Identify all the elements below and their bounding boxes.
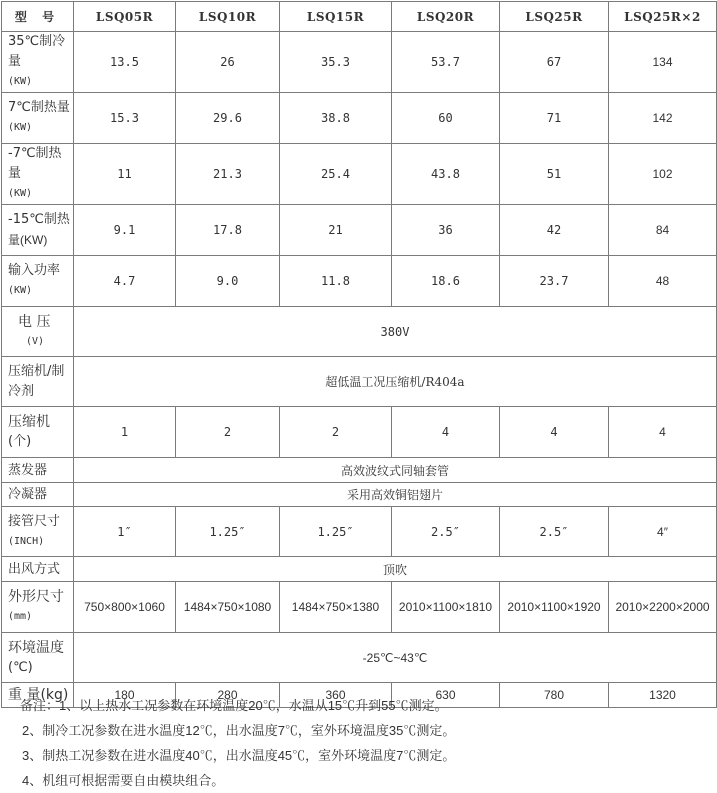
value-cell: 84 [609,205,717,256]
row-label [2,256,74,307]
value-cell: 2 [280,407,392,458]
row-label-unit: (KW) [8,285,33,296]
value-cell: 21 [280,205,392,256]
row-label-unit: (INCH) [8,535,45,547]
table-row [2,144,717,205]
value-cell: 1″ [74,507,176,557]
row-label-line1: -7℃制热量 [8,146,62,181]
note-line: 2、制冷工况参数在进水温度12℃，出水温度7℃，室外环境温度35℃测定。 [22,723,456,738]
value-cell: 15.3 [74,93,176,144]
row-label [2,93,74,144]
value-cell: 71 [500,93,609,144]
value-cell: 53.7 [392,32,500,93]
header-cell: LSQ20R [392,2,500,32]
row-label-unit: (KW) [8,76,33,87]
table-row [2,205,717,256]
value-cell: 134 [609,32,717,93]
value-cell: 4″ [609,507,717,557]
value-cell: 4 [609,407,717,458]
row-label [2,357,74,407]
value-cell: 9.0 [176,256,280,307]
row-label [2,205,74,256]
header-cell: LSQ10R [176,2,280,32]
row-label [2,144,74,205]
row-label-unit: (KW) [8,188,33,199]
row-label-line1: 7℃制热量 [8,100,70,115]
table-row [2,507,717,557]
notes-section [20,693,710,793]
value-cell: 2.5″ [392,507,500,557]
row-label-line1: 出风方式 [8,561,61,577]
row-label-line1: 电 压 [18,313,51,330]
value-cell: 42 [500,205,609,256]
value-cell: 38.8 [280,93,392,144]
header-cell: LSQ05R [74,2,176,32]
value-cell: 51 [500,144,609,205]
spanned-value-cell: -25℃~43℃ [74,633,717,683]
spanned-value-cell: 超低温工况压缩机/R404a [74,357,717,407]
spanned-value-cell: 高效波纹式同轴套管 [74,458,717,483]
row-label-line2: 冷剂 [8,383,35,399]
row-label-line1: 重 量(kg) [8,687,69,703]
value-cell: 4.7 [74,256,176,307]
value-cell: 11 [74,144,176,205]
header-cell: LSQ25R [500,2,609,32]
header-cell: LSQ25R×2 [609,2,717,32]
value-cell: 2010×2200×2000 [609,582,717,633]
value-cell: 2.5″ [500,507,609,557]
row-label-line1: 接管尺寸 [8,513,61,529]
value-cell: 13.5 [74,32,176,93]
row-label-line1: 外形尺寸 [8,589,64,605]
value-cell: 180 [74,683,176,708]
spanned-value-cell: 采用高效铜铝翅片 [74,483,717,507]
note-line: 备注：1、以上热水工况参数在环境温度20℃，水温从15℃升到55℃测定。 [20,698,448,713]
value-cell: 4 [500,407,609,458]
value-cell: 1484×750×1080 [176,582,280,633]
value-cell: 1 [74,407,176,458]
row-label [2,458,74,483]
value-cell: 18.6 [392,256,500,307]
value-cell: 1.25″ [176,507,280,557]
value-cell: 17.8 [176,205,280,256]
row-label [2,32,74,93]
value-cell: 630 [392,683,500,708]
spanned-value-cell: 380V [74,307,717,357]
row-label [2,407,74,458]
row-label-line1: 压缩机/制 [8,363,65,379]
value-cell: 23.7 [500,256,609,307]
row-label-line1: 冷凝器 [8,487,48,502]
value-cell: 1484×750×1380 [280,582,392,633]
row-label-line1: 蒸发器 [8,462,48,478]
row-label [2,507,74,557]
row-label [2,483,74,507]
table-row [2,307,717,357]
value-cell: 142 [609,93,717,144]
header-cell: LSQ15R [280,2,392,32]
note-line: 4、机组可根据需要自由模块组合。 [22,773,225,788]
row-label [2,633,74,683]
row-label-unit: (mm) [8,611,33,622]
header-cell-model: 型 号 [2,2,74,32]
value-cell: 43.8 [392,144,500,205]
value-cell: 2010×1100×1810 [392,582,500,633]
row-label-line1: 35℃制冷量 [8,34,66,69]
table-row [2,93,717,144]
value-cell: 67 [500,32,609,93]
table-row [2,483,717,507]
table-row [2,458,717,483]
row-label-unit: 量(KW) [8,233,48,247]
value-cell: 750×800×1060 [74,582,176,633]
value-cell: 36 [392,205,500,256]
value-cell: 11.8 [280,256,392,307]
value-cell: 60 [392,93,500,144]
table-row [2,256,717,307]
row-label-line1: 输入功率 [8,263,61,278]
table-header-row [2,2,717,32]
row-label-unit: (℃) [8,659,33,675]
table-row [2,633,717,683]
value-cell: 780 [500,683,609,708]
spec-table [1,1,717,708]
value-cell: 1.25″ [280,507,392,557]
value-cell: 29.6 [176,93,280,144]
value-cell: 26 [176,32,280,93]
value-cell: 21.3 [176,144,280,205]
value-cell: 102 [609,144,717,205]
value-cell: 2 [176,407,280,458]
spanned-value-cell: 顶吹 [74,557,717,582]
row-label [2,307,74,357]
value-cell: 360 [280,683,392,708]
value-cell: 1320 [609,683,717,708]
table-row [2,582,717,633]
table-row [2,32,717,93]
value-cell: 2010×1100×1920 [500,582,609,633]
value-cell: 9.1 [74,205,176,256]
row-label-line1: 压缩机 [8,414,50,430]
value-cell: 35.3 [280,32,392,93]
value-cell: 48 [609,256,717,307]
note-line: 3、制热工况参数在进水温度40℃，出水温度45℃，室外环境温度7℃测定。 [22,748,456,763]
row-label-line1: 环境温度 [8,639,64,656]
row-label [2,582,74,633]
value-cell: 25.4 [280,144,392,205]
table-row [2,557,717,582]
row-label-line1: -15℃制热 [8,212,70,227]
value-cell: 4 [392,407,500,458]
table-row [2,357,717,407]
row-label-unit: (KW) [8,122,33,133]
row-label [2,557,74,582]
row-label-unit: (V) [26,335,45,347]
row-label-unit: (个) [8,434,32,449]
value-cell: 280 [176,683,280,708]
table-row [2,407,717,458]
